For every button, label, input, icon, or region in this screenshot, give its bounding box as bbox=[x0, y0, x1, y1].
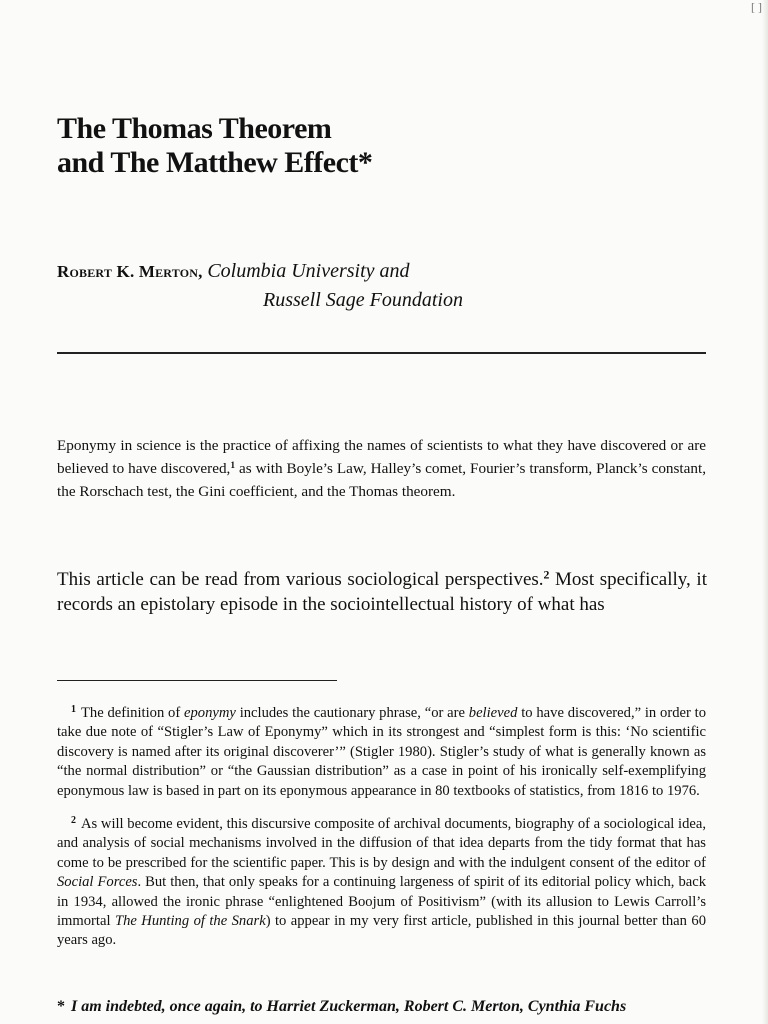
body-text-a: This article can be read from various sociological perspectives. bbox=[57, 569, 544, 590]
footnote-text: As will become evident, this discursive composite of archival documents, biography of a sociological idea, and analysis of social mechanisms involved in the diffusion of that idea departs from the tidy format that has come to be prescribed for the scientific paper. This is by design and with the indulgent consent of the editor of bbox=[57, 816, 706, 871]
author-affiliation-1: Columbia University and bbox=[207, 260, 410, 282]
footnote-text: . But then, that only speaks for a continuing largeness of spirit of its editorial policy which, back in 1934, allowed the ironic phrase “enlightened Boojum of Positivism” (with its allusion to Lewis Carroll’s immortal bbox=[57, 874, 706, 930]
scan-edge bbox=[762, 0, 768, 1024]
body-paragraph bbox=[57, 567, 707, 617]
footnote-text: to have discovered,” in order to take due note of “Stigler’s Law of Eponymy” which in its strongest and “simplest form is this: ‘No scientific discovery is named after its original discoverer’” (Stigler 1980). Stigler’s study of what is generally known as “the normal distribution” or “the Gaussian distribution” as a case in point of his ironically self-exemplifying eponymous law is based in part on its eponymous appearance in 80 textbooks of statistics, from 1816 to 1976. bbox=[57, 705, 706, 799]
footnote bbox=[57, 811, 706, 951]
footnote-italic: The Hunting of the Snark bbox=[114, 913, 266, 930]
footnote-italic: Social Forces bbox=[57, 874, 138, 891]
article-title bbox=[57, 112, 657, 180]
footnote-text: The definition of bbox=[81, 705, 185, 721]
footnote-italic: believed bbox=[468, 705, 518, 721]
abstract bbox=[57, 434, 706, 503]
header-rule bbox=[57, 352, 706, 354]
footnote-mark: 2 bbox=[71, 815, 76, 827]
footnote-ref-2: 2 bbox=[543, 568, 550, 582]
page-mark: [ ] bbox=[751, 0, 762, 14]
author-affiliation-2: Russell Sage Foundation bbox=[263, 289, 463, 311]
body-text-b: Most specifically, it records an epistolary episode in the sociointellectual history of what has bbox=[57, 569, 707, 615]
abstract-text-b: as with Boyle’s Law, Halley’s comet, Fourier’s transform, Planck’s constant, the Rorschach test, the Gini coefficient, and the Thomas theorem. bbox=[57, 460, 706, 500]
acknowledgment-text: I am indebted, once again, to Harriet Zuckerman, Robert C. Merton, Cynthia Fuchs bbox=[71, 998, 627, 1015]
footnote-ref-1: 1 bbox=[230, 460, 236, 471]
acknowledgment bbox=[57, 996, 717, 1018]
title-line-2: and The Matthew Effect* bbox=[57, 146, 373, 179]
title-line-1: The Thomas Theorem bbox=[57, 112, 332, 145]
abstract-text-a: Eponymy in science is the practice of affixing the names of scientists to what they have discovered or are believed to have discovered, bbox=[57, 437, 706, 477]
footnote-text: ) to appear in my very first article, published in this journal better than 60 years ago. bbox=[57, 913, 706, 949]
footnotes bbox=[57, 700, 706, 961]
footnote-italic: eponymy bbox=[184, 705, 236, 721]
footnote bbox=[57, 700, 706, 801]
footnote-mark: 1 bbox=[71, 704, 76, 715]
footnote-text: includes the cautionary phrase, “or are bbox=[235, 705, 469, 721]
footnote-rule bbox=[57, 680, 337, 681]
author-name: Robert K. Merton, bbox=[57, 262, 203, 281]
acknowledgment-mark: * bbox=[57, 998, 65, 1015]
author-block bbox=[57, 257, 717, 314]
